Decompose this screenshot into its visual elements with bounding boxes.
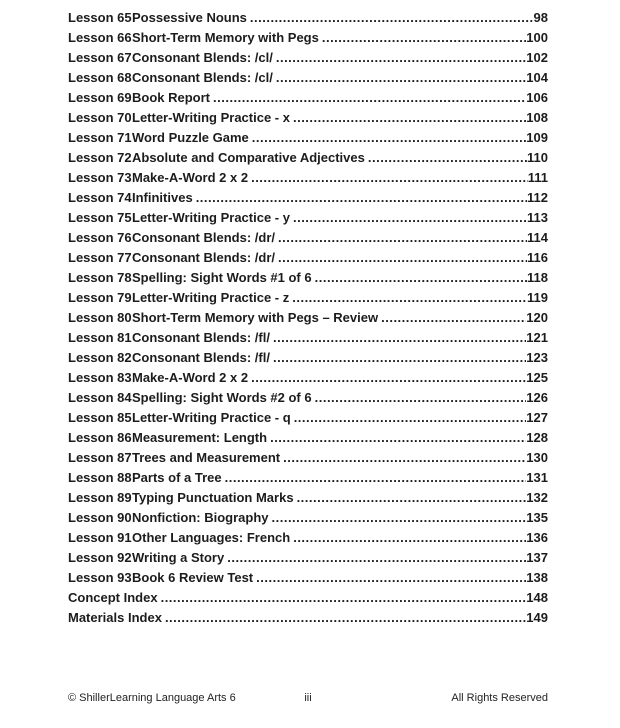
toc-entry-page-number: 113 xyxy=(527,210,548,225)
toc-entry-page-number: 123 xyxy=(526,350,548,365)
toc-entry-page-number: 111 xyxy=(527,170,548,185)
dot-leader xyxy=(290,528,526,548)
toc-entry xyxy=(68,68,548,88)
toc-entry-title: Spelling: Sight Words #1 of 6 xyxy=(132,270,312,285)
toc-entry-page-number: 118 xyxy=(527,270,548,285)
toc-entry-page-number: 102 xyxy=(526,50,548,65)
toc-entry-page-number: 127 xyxy=(526,410,548,425)
toc-entry-lesson-label: Lesson 82 xyxy=(68,350,132,365)
toc-entry-lesson-label: Lesson 66 xyxy=(68,30,132,45)
toc-entry-page-number: 109 xyxy=(526,130,548,145)
toc-entry-title: Consonant Blends: /dr/ xyxy=(132,230,275,245)
toc-entry xyxy=(68,148,548,168)
toc-entry xyxy=(68,228,548,248)
toc-entry xyxy=(68,428,548,448)
footer-copyright: © ShillerLearning Language Arts 6 xyxy=(68,692,236,704)
toc-entry-title: Spelling: Sight Words #2 of 6 xyxy=(132,390,312,405)
toc-entry-title: Short-Term Memory with Pegs xyxy=(132,30,319,45)
toc-entry-page-number: 110 xyxy=(527,150,548,165)
toc-entry-page-number: 125 xyxy=(526,370,548,385)
toc-entry xyxy=(68,28,548,48)
toc-entry xyxy=(68,548,548,568)
dot-leader xyxy=(248,168,528,188)
toc-entry-title: Make-A-Word 2 x 2 xyxy=(132,370,249,385)
toc-entry-lesson-label: Lesson 89 xyxy=(68,490,132,505)
toc-entry-page-number: 138 xyxy=(526,570,548,585)
toc-entry-title: Letter-Writing Practice - y xyxy=(132,210,290,225)
toc-entry-title: Book Report xyxy=(132,90,210,105)
toc-entry-title: Short-Term Memory with Pegs – Review xyxy=(132,310,379,325)
toc-entry-title: Nonfiction: Biography xyxy=(132,510,269,525)
footer-rights: All Rights Reserved xyxy=(451,692,548,704)
toc-entry-lesson-label: Lesson 92 xyxy=(68,550,132,565)
toc-entry-title: Letter-Writing Practice - x xyxy=(132,110,290,125)
toc-entry-title: Consonant Blends: /dr/ xyxy=(132,250,275,265)
toc-entry-lesson-label: Lesson 71 xyxy=(68,130,132,145)
toc-entry xyxy=(68,288,548,308)
dot-leader xyxy=(210,88,526,108)
toc-entry-lesson-label: Lesson 86 xyxy=(68,430,132,445)
toc-entry-lesson-label: Lesson 84 xyxy=(68,390,132,405)
dot-leader xyxy=(247,8,534,28)
toc-entry-title: Typing Punctuation Marks xyxy=(132,490,294,505)
toc-entry xyxy=(68,88,548,108)
dot-leader xyxy=(312,268,527,288)
toc-entry xyxy=(68,388,548,408)
toc-entry-page-number: 135 xyxy=(526,510,548,525)
dot-leader xyxy=(224,548,526,568)
dot-leader xyxy=(270,348,526,368)
toc-entry-page-number: 128 xyxy=(526,430,548,445)
dot-leader xyxy=(222,468,527,488)
toc-entry-lesson-label: Lesson 83 xyxy=(68,370,132,385)
toc-entry xyxy=(68,508,548,528)
toc-entry-page-number: 136 xyxy=(526,530,548,545)
toc-entry-page-number: 132 xyxy=(526,490,548,505)
toc-entry-page-number: 131 xyxy=(526,470,548,485)
dot-leader xyxy=(267,428,526,448)
toc-entry-title: Make-A-Word 2 x 2 xyxy=(132,170,249,185)
toc-entry xyxy=(68,408,548,428)
page-footer xyxy=(68,692,548,704)
dot-leader xyxy=(193,188,527,208)
toc-entry-title: Materials Index xyxy=(68,610,162,625)
toc-entry-lesson-label: Lesson 88 xyxy=(68,470,132,485)
toc-entry xyxy=(68,48,548,68)
toc-entry-title: Consonant Blends: /cl/ xyxy=(132,70,273,85)
toc-entry-title: Concept Index xyxy=(68,590,158,605)
toc-entry-lesson-label: Lesson 85 xyxy=(68,410,132,425)
toc-entry xyxy=(68,368,548,388)
toc-entry-lesson-label: Lesson 75 xyxy=(68,210,132,225)
toc-entry-lesson-label: Lesson 78 xyxy=(68,270,132,285)
dot-leader xyxy=(294,488,527,508)
toc-entry-title: Consonant Blends: /cl/ xyxy=(132,50,273,65)
dot-leader xyxy=(273,48,526,68)
dot-leader xyxy=(378,308,526,328)
toc-entry-title: Letter-Writing Practice - z xyxy=(132,290,290,305)
toc-entry-title: Letter-Writing Practice - q xyxy=(132,410,291,425)
toc-entry-page-number: 148 xyxy=(526,590,548,605)
toc-entry-title: Parts of a Tree xyxy=(132,470,222,485)
toc-entry-title: Infinitives xyxy=(132,190,193,205)
toc-entry xyxy=(68,568,548,588)
toc-entry xyxy=(68,488,548,508)
toc-entry-lesson-label: Lesson 76 xyxy=(68,230,132,245)
dot-leader xyxy=(275,228,527,248)
toc-entry-lesson-label: Lesson 77 xyxy=(68,250,132,265)
toc-entry xyxy=(68,308,548,328)
toc-entry-lesson-label: Lesson 73 xyxy=(68,170,132,185)
dot-leader xyxy=(270,328,526,348)
dot-leader xyxy=(253,568,526,588)
toc-entry-page-number: 108 xyxy=(526,110,548,125)
toc-entry-lesson-label: Lesson 93 xyxy=(68,570,132,585)
dot-leader xyxy=(280,448,526,468)
toc-entry-title: Word Puzzle Game xyxy=(132,130,249,145)
dot-leader xyxy=(269,508,527,528)
toc-entry-page-number: 104 xyxy=(526,70,548,85)
toc-entry-lesson-label: Lesson 67 xyxy=(68,50,132,65)
toc-entry xyxy=(68,108,548,128)
dot-leader xyxy=(162,608,526,628)
dot-leader xyxy=(312,388,527,408)
toc-entry-page-number: 121 xyxy=(526,330,548,345)
toc-entry-lesson-label: Lesson 79 xyxy=(68,290,132,305)
toc-entry-page-number: 130 xyxy=(526,450,548,465)
dot-leader xyxy=(365,148,527,168)
toc-entry-page-number: 98 xyxy=(533,10,548,25)
toc-entry xyxy=(68,608,548,628)
dot-leader xyxy=(291,408,527,428)
toc-entry-lesson-label: Lesson 68 xyxy=(68,70,132,85)
table-of-contents xyxy=(68,8,548,628)
toc-entry-lesson-label: Lesson 69 xyxy=(68,90,132,105)
toc-entry xyxy=(68,468,548,488)
toc-entry-title: Writing a Story xyxy=(132,550,225,565)
toc-entry-title: Consonant Blends: /fl/ xyxy=(132,350,270,365)
toc-entry-lesson-label: Lesson 91 xyxy=(68,530,132,545)
dot-leader xyxy=(249,128,527,148)
dot-leader xyxy=(290,108,526,128)
dot-leader xyxy=(273,68,526,88)
toc-entry xyxy=(68,328,548,348)
toc-entry-lesson-label: Lesson 80 xyxy=(68,310,132,325)
toc-entry xyxy=(68,128,548,148)
dot-leader xyxy=(319,28,526,48)
dot-leader xyxy=(289,288,527,308)
toc-entry-page-number: 112 xyxy=(527,190,548,205)
toc-entry-title: Possessive Nouns xyxy=(132,10,247,25)
toc-entry xyxy=(68,268,548,288)
toc-entry-page-number: 116 xyxy=(527,250,548,265)
toc-entry-title: Other Languages: French xyxy=(132,530,291,545)
toc-entry xyxy=(68,448,548,468)
toc-entry-page-number: 119 xyxy=(527,290,548,305)
dot-leader xyxy=(275,248,527,268)
toc-entry-lesson-label: Lesson 70 xyxy=(68,110,132,125)
toc-entry xyxy=(68,348,548,368)
toc-entry-title: Measurement: Length xyxy=(132,430,268,445)
toc-entry-title: Book 6 Review Test xyxy=(132,570,254,585)
toc-entry-page-number: 126 xyxy=(526,390,548,405)
toc-entry-title: Consonant Blends: /fl/ xyxy=(132,330,270,345)
toc-entry-lesson-label: Lesson 65 xyxy=(68,10,132,25)
toc-entry-title: Trees and Measurement xyxy=(132,450,281,465)
toc-entry-lesson-label: Lesson 74 xyxy=(68,190,132,205)
toc-entry-page-number: 120 xyxy=(526,310,548,325)
toc-entry-lesson-label: Lesson 72 xyxy=(68,150,132,165)
toc-entry-page-number: 106 xyxy=(526,90,548,105)
toc-entry xyxy=(68,188,548,208)
toc-entry xyxy=(68,168,548,188)
toc-entry-page-number: 100 xyxy=(526,30,548,45)
toc-entry-page-number: 149 xyxy=(526,610,548,625)
toc-entry-lesson-label: Lesson 90 xyxy=(68,510,132,525)
footer-page-number: iii xyxy=(304,692,312,704)
toc-entry xyxy=(68,588,548,608)
dot-leader xyxy=(158,588,527,608)
dot-leader xyxy=(290,208,527,228)
toc-entry-page-number: 137 xyxy=(526,550,548,565)
toc-entry xyxy=(68,248,548,268)
toc-entry xyxy=(68,528,548,548)
toc-entry-lesson-label: Lesson 87 xyxy=(68,450,132,465)
toc-entry-page-number: 114 xyxy=(527,230,548,245)
toc-entry-title: Absolute and Comparative Adjectives xyxy=(132,150,365,165)
dot-leader xyxy=(248,368,526,388)
toc-entry xyxy=(68,208,548,228)
toc-entry xyxy=(68,8,548,28)
toc-entry-lesson-label: Lesson 81 xyxy=(68,330,132,345)
